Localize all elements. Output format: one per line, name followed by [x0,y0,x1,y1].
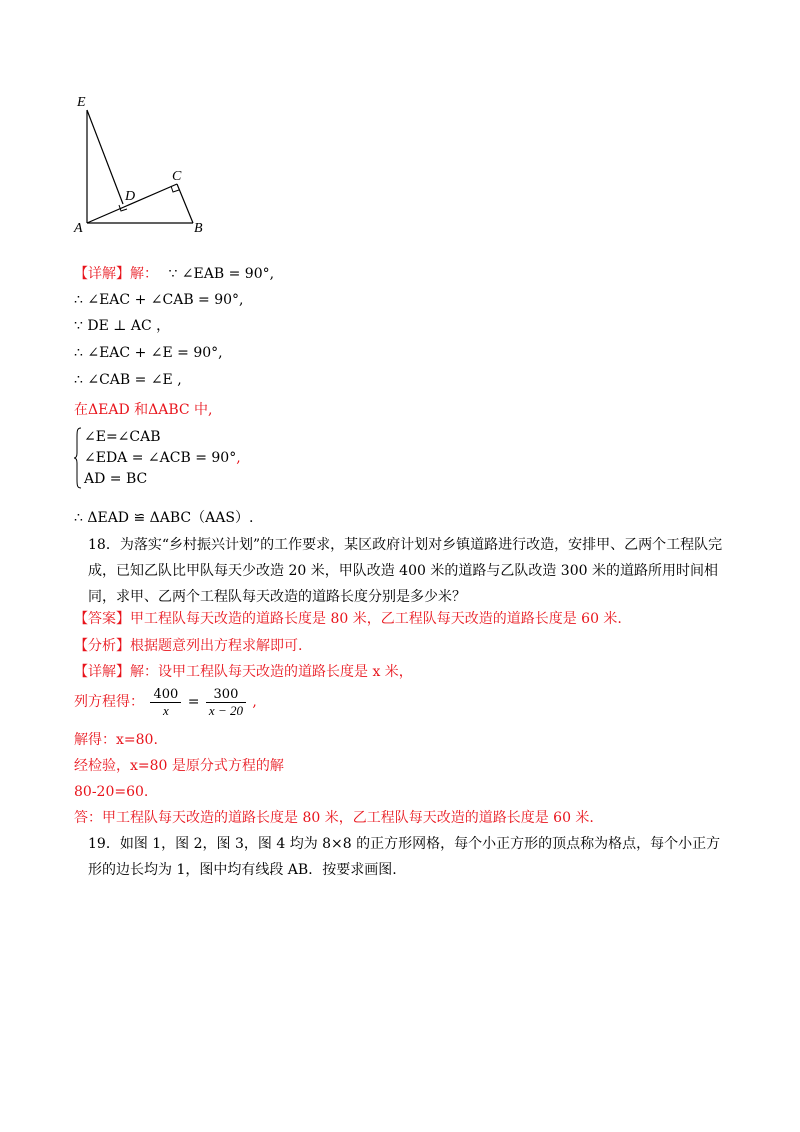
q18-check: 经检验，x=80 是原分式方程的解 [74,758,284,774]
system-line-2-text: ∠EDA = ∠ACB = 90° [84,450,237,466]
fraction-1-numerator: 400 [150,687,181,703]
q18-answer: 【答案】甲工程队每天改造的道路长度是 80 米，乙工程队每天改造的道路长度是 60 米. [74,611,622,627]
fraction-2-numerator: 300 [206,687,246,703]
q18-solve: 解得：x=80. [74,732,158,748]
proof-line-5: ∴ ∠CAB = ∠E , [74,372,182,388]
fraction-400-x [150,687,181,718]
triangle-figure [70,92,220,237]
equation-system [74,427,274,491]
system-line-2 [84,448,241,469]
fraction-2-denominator: x − 20 [208,702,243,718]
system-line-1: ∠E=∠CAB [84,429,161,445]
segment-cb [177,184,193,223]
proof-line-6: 在ΔEAD 和ΔABC 中, [74,402,213,418]
geometry-diagram [70,92,220,237]
question-19: 19．如图 1，图 2，图 3，图 4 均为 8×8 的正方形网格，每个小正方形的顶点称为格点，每个小正方形的边长均为 1，图中均有线段 AB．按要求画图. [88,836,721,878]
fraction-300-x-20 [206,687,246,718]
proof-line-1 [74,265,274,283]
q18-calc: 80-20=60. [74,784,149,800]
q18-analysis: 【分析】根据题意列出方程求解即可. [74,638,303,654]
q18-final-answer: 答：甲工程队每天改造的道路长度是 80 米，乙工程队每天改造的道路长度是 60 米. [74,810,594,826]
detail-tag: 【详解】解： [74,266,158,282]
proof-conclusion: ∴ ΔEAD ≌ ΔABC（AAS）. [74,510,254,526]
segment-ed [87,110,123,204]
label-c: C [172,169,182,184]
label-a: A [74,221,83,236]
proof-line-2: ∴ ∠EAC + ∠CAB = 90°, [74,292,244,308]
question-18: 18．为落实“乡村振兴计划”的工作要求，某区政府计划对乡镇道路进行改造，安排甲、乙两个工程队完成，已知乙队比甲队每天少改造 20 米，甲队改造 400 米的道路与乙队改造 300 米的道路所用时间相同，求甲、乙两个工程队每天改造的道路长度分别是多少米？ [88,537,723,605]
equals-sign: = [187,694,200,710]
proof-line-4: ∴ ∠EAC + ∠E = 90°, [74,345,223,361]
system-line-3: AD = BC [84,471,148,487]
fraction-1-denominator: x [162,702,169,718]
proof-line-3: ∵ DE ⊥ AC ， [74,318,171,334]
equation-suffix: , [252,694,257,710]
label-d: D [125,189,136,204]
q18-detail: 【详解】解：设甲工程队每天改造的道路长度是 x 米， [74,664,413,680]
q18-equation [74,686,257,718]
system-comma: , [236,450,241,466]
equation-prefix: 列方程得： [74,694,144,710]
label-b: B [194,221,203,236]
proof-math-1: ∵ ∠EAB = 90°, [168,266,275,282]
left-brace [74,427,82,489]
label-e: E [77,95,86,110]
